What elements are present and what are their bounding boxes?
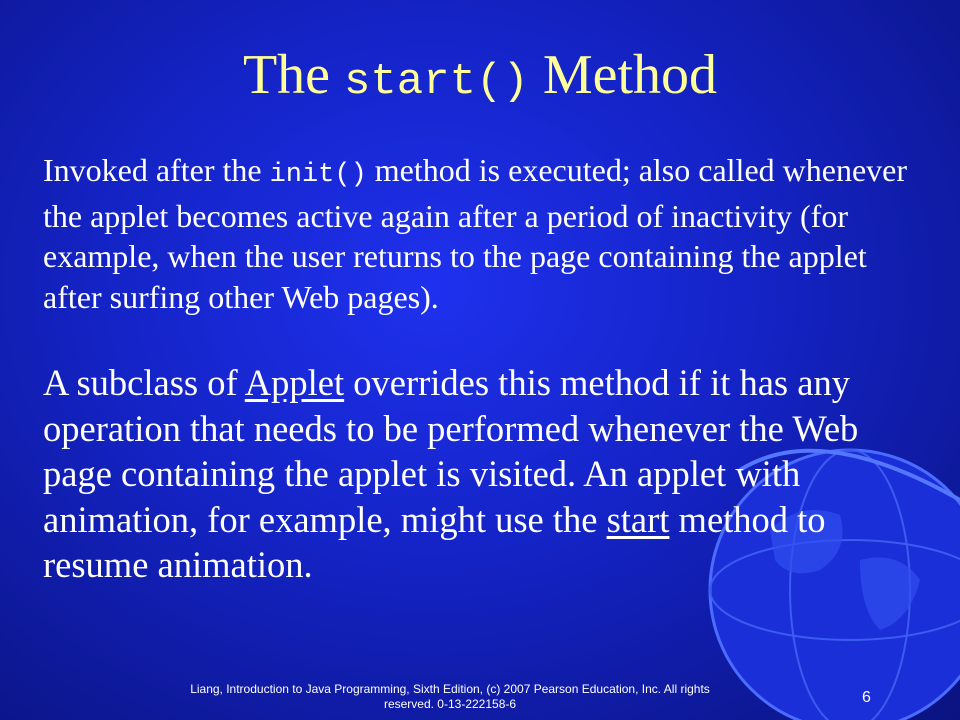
title-text-prefix: The (242, 44, 344, 106)
paragraph2-text-2: overrides this method if it has any operation that needs to be performed whenever the Web page containing the applet is visited. An applet with animation, for example, might use the (43, 362, 859, 540)
slide-title (0, 40, 960, 117)
title-text-suffix: Method (528, 44, 718, 106)
footer-copyright: Liang, Introduction to Java Programming, Sixth Edition, (c) 2007 Pearson Education, Inc. All rights reserved. 0-13-222158-6 (190, 682, 710, 711)
page-number: 6 (862, 689, 871, 706)
start-link[interactable]: start (606, 498, 670, 540)
paragraph2-text-1: A subclass of (43, 362, 245, 403)
paragraph2-text-3: method to resume animation. (43, 498, 826, 585)
paragraph1-text-after: method is executed; also called whenever the applet becomes active again after a period of inactivity (for example, when the user returns to the page containing the applet after surfing other Web pages). (43, 152, 908, 315)
title-code: start() (344, 57, 529, 107)
applet-link[interactable]: Applet (244, 362, 345, 403)
paragraph1-text-before: Invoked after the (43, 152, 270, 188)
paragraph-invoked (43, 150, 933, 317)
paragraph1-code: init() (269, 160, 367, 190)
paragraph-subclass (43, 360, 903, 588)
